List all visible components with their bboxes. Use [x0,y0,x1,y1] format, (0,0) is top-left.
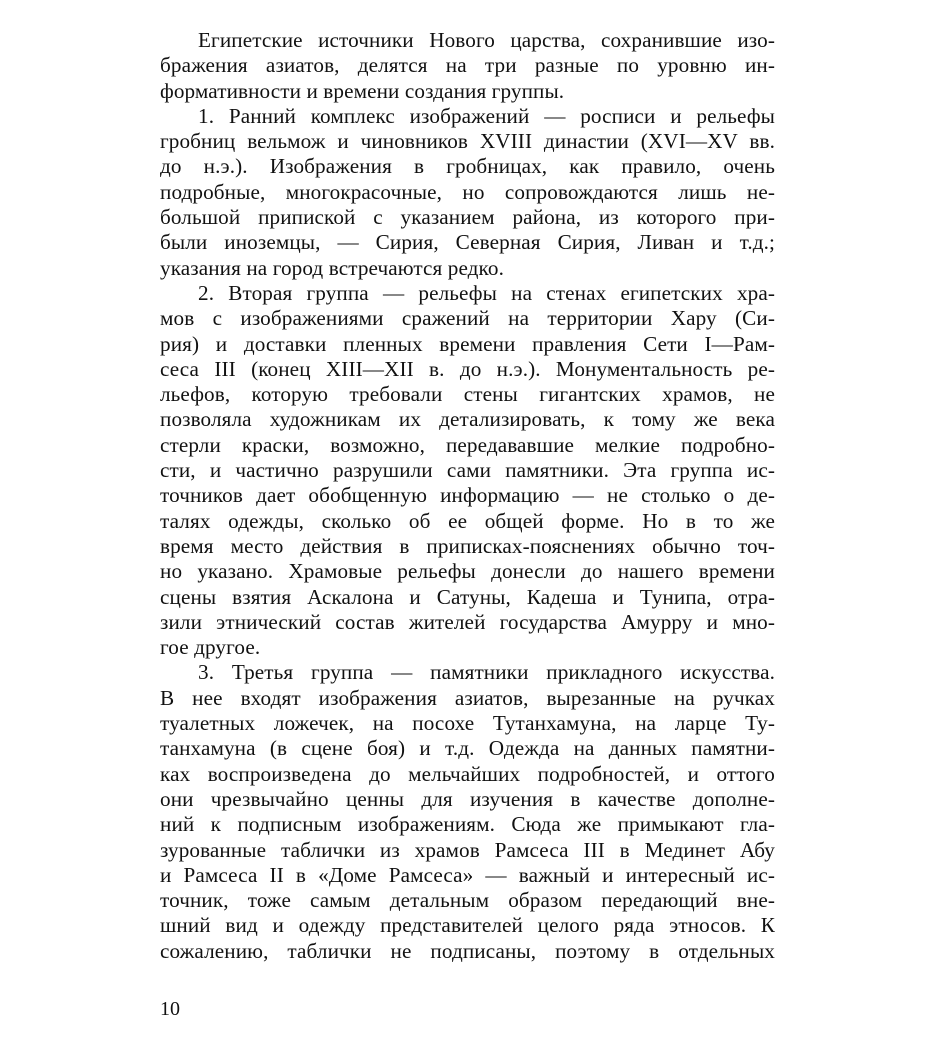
text-line: гробниц вельмож и чиновников XVIII династии (XVI—XV вв. [160,129,775,154]
text-line: точников дает обобщенную информацию — не столько о де- [160,483,775,508]
text-line: 3. Третья группа — памятники прикладного искусства. [198,660,775,685]
page-text [160,28,775,964]
text-line: 2. Вторая группа — рельефы на стенах египетских хра- [198,280,775,305]
text-line: время место действия в приписках-пояснениях обычно точ- [160,533,775,558]
text-line: подробные, многокрасочные, но сопровождаются лишь не- [160,179,775,204]
text-line: льефов, которую требовали стены гигантских храмов, не [160,382,775,407]
text-line: до н.э.). Изображения в гробницах, как правило, очень [160,154,775,179]
text-line: рия) и доставки пленных времени правления Сети I—Рам- [160,331,775,356]
text-line: туалетных ложечек, на посохе Тутанхамуна, на ларце Ту- [160,711,775,736]
paragraph-intro [160,28,775,104]
text-line: бражения азиатов, делятся на три разные по уровню ин- [160,53,775,78]
paragraph-group-2 [160,281,775,660]
text-line: и Рамсеса II в «Доме Рамсеса» — важный и интересный ис- [160,862,775,887]
text-line: зили этнический состав жителей государства Амурру и мно- [160,609,775,634]
text-line: точник, тоже самым детальным образом передающий вне- [160,888,775,913]
text-line: сти, и частично разрушили сами памятники. Эта группа ис- [160,458,775,483]
text-line: ках воспроизведена до мельчайших подробностей, и оттого [160,761,775,786]
page-number: 10 [160,998,180,1020]
paragraph-group-3 [160,660,775,964]
text-line: ний к подписным изображениям. Сюда же примыкают гла- [160,812,775,837]
text-line: указания на город встречаются редко. [160,255,504,280]
text-line: шний вид и одежду представителей целого ряда этносов. К [160,913,775,938]
text-line: В нее входят изображения азиатов, вырезанные на ручках [160,685,775,710]
text-line: были иноземцы, — Сирия, Северная Сирия, Ливан и т.д.; [160,230,775,255]
text-line: большой припиской с указанием района, из которого при- [160,205,775,230]
text-line: мов с изображениями сражений на территории Хару (Си- [160,306,775,331]
text-line: 1. Ранний комплекс изображений — росписи и рельефы [198,103,775,128]
text-line: стерли краски, возможно, передававшие мелкие подробно- [160,432,775,457]
text-line: они чрезвычайно ценны для изучения в качестве дополне- [160,786,775,811]
text-line: гое другое. [160,635,261,660]
text-line: сеса III (конец XIII—XII в. до н.э.). Монументальность ре- [160,356,775,381]
text-line: сожалению, таблички не подписаны, поэтому в отдельных [160,938,775,963]
text-line: танхамуна (в сцене боя) и т.д. Одежда на данных памятни- [160,736,775,761]
text-line: сцены взятия Аскалона и Сатуны, Кадеша и Тунипа, отра- [160,584,775,609]
text-line: формативности и времени создания группы. [160,78,565,103]
text-line: талях одежды, сколько об ее общей форме. Но в то же [160,508,775,533]
text-line: позволяла художникам их детализировать, к тому же века [160,407,775,432]
paragraph-group-1 [160,104,775,281]
text-line: зурованные таблички из храмов Рамсеса III в Мединет Абу [160,837,775,862]
text-line: Египетские источники Нового царства, сохранившие изо- [198,28,775,52]
text-line: но указано. Храмовые рельефы донесли до нашего времени [160,559,775,584]
